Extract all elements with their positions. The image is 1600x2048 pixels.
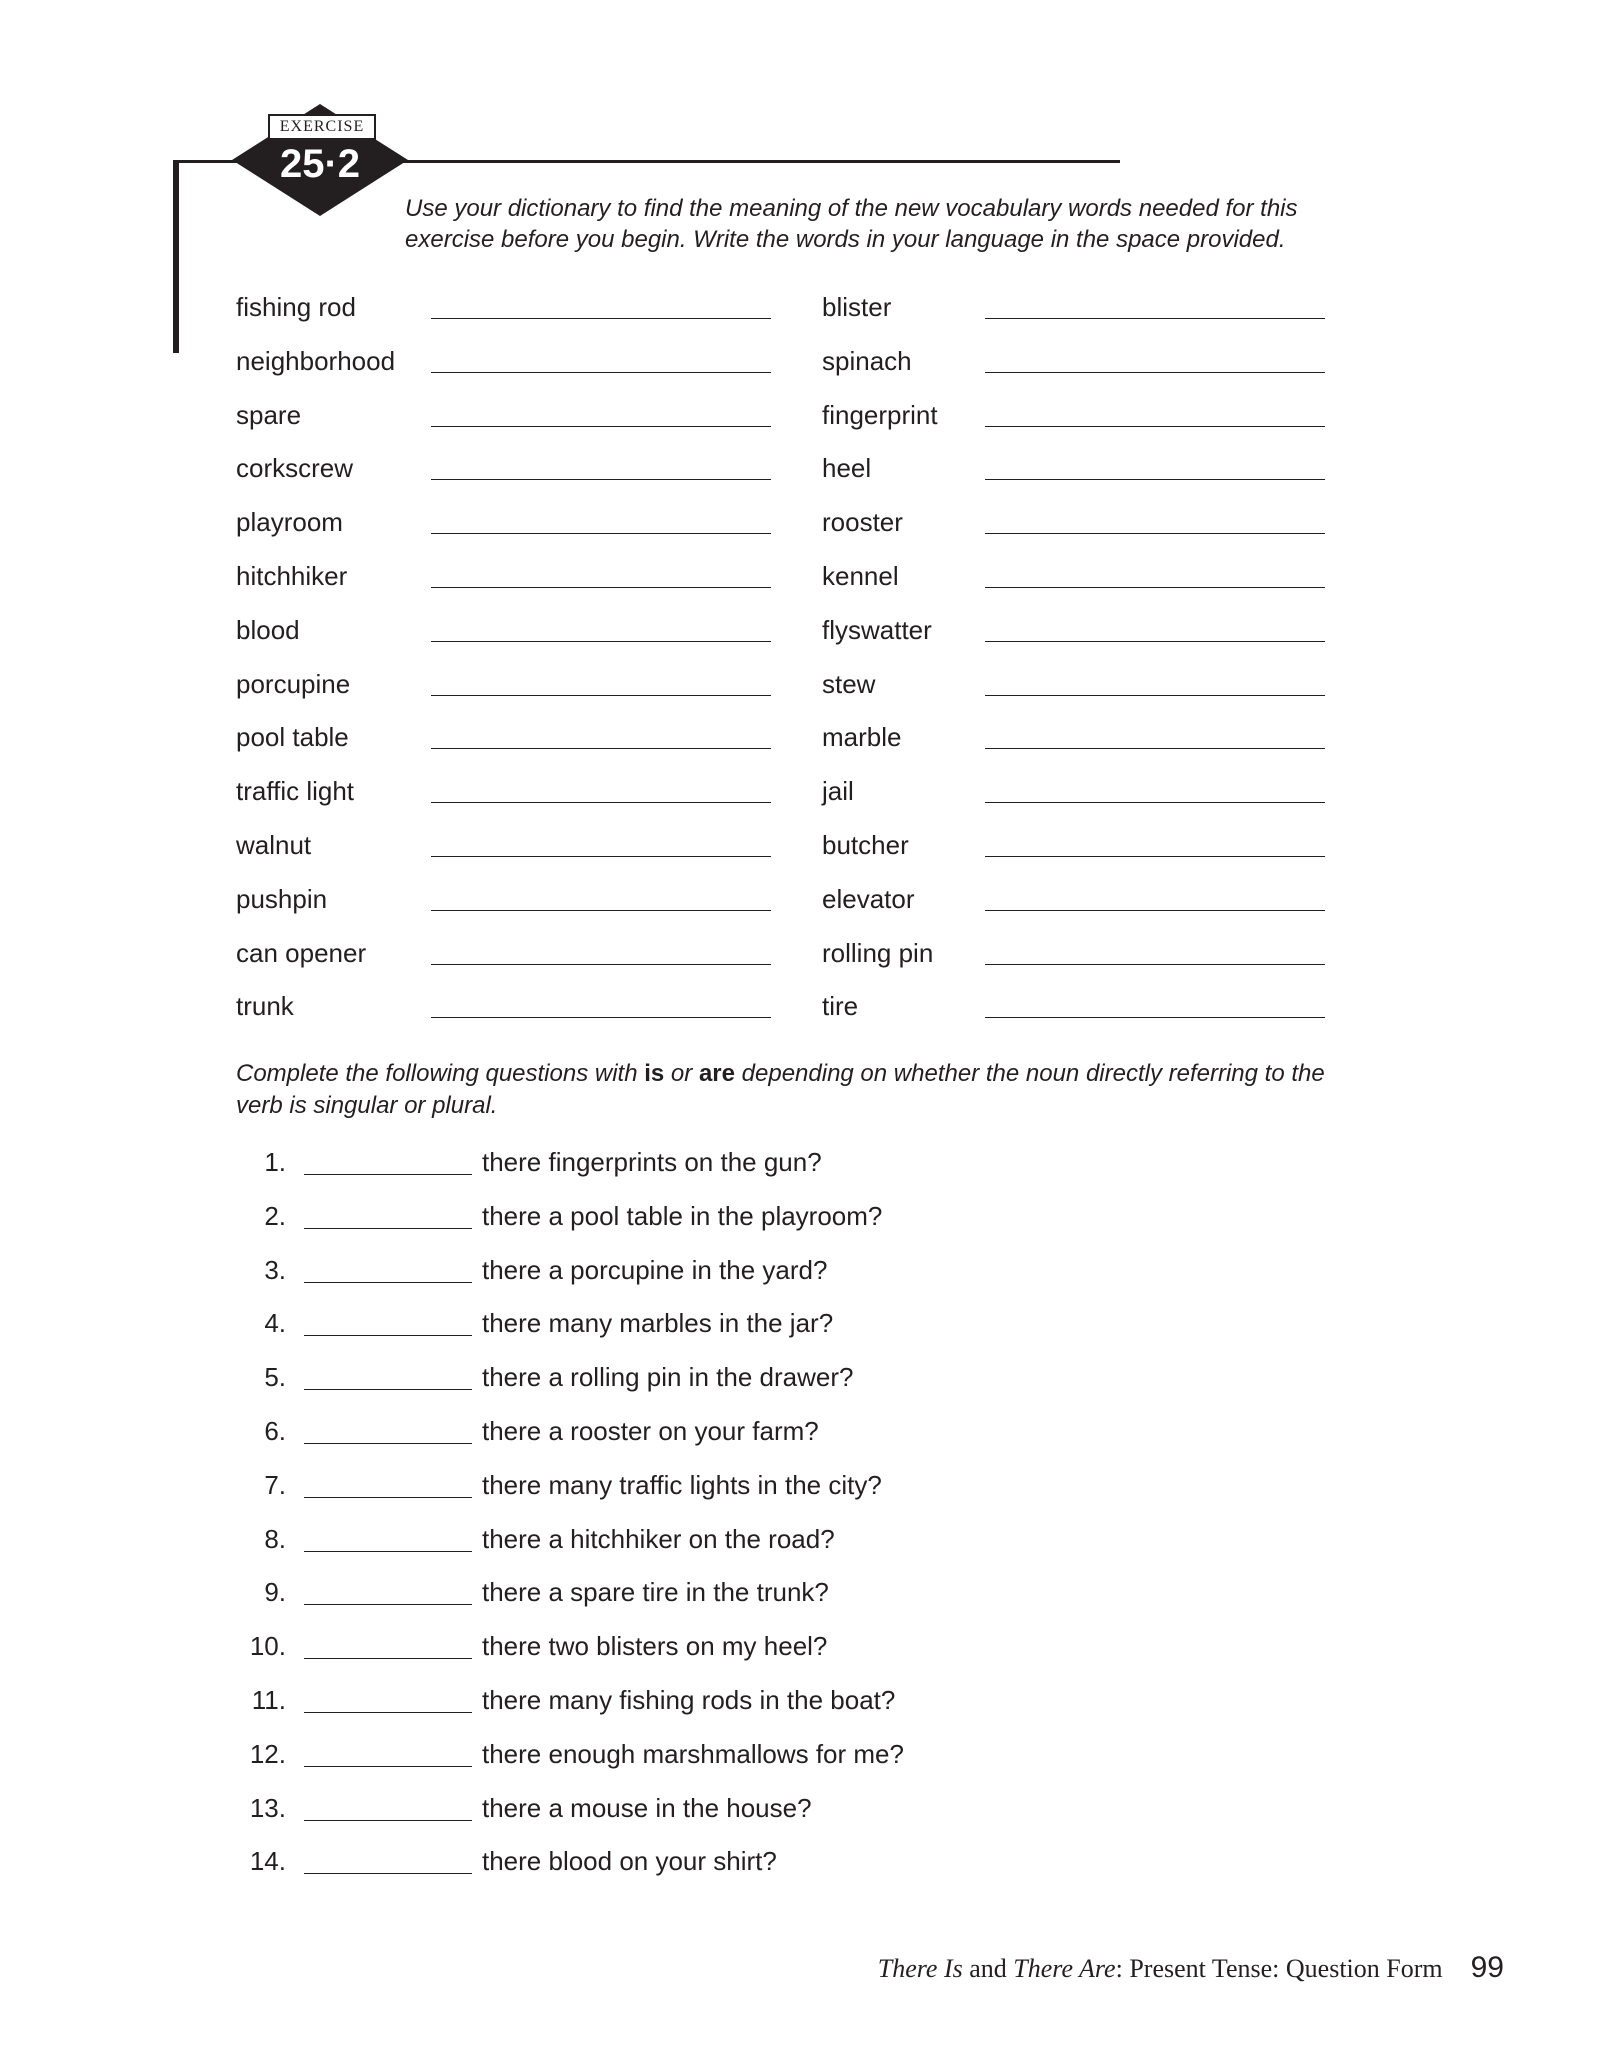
question-text: there enough marshmallows for me?: [482, 1738, 904, 1769]
exercise-label: EXERCISE: [268, 114, 376, 140]
question-answer-blank[interactable]: [304, 1712, 472, 1713]
question-text: there a pool table in the playroom?: [482, 1200, 883, 1231]
question-row: [236, 1198, 1136, 1234]
vocab-word: hitchhiker: [236, 561, 348, 591]
vocab-answer-blank[interactable]: [431, 426, 771, 427]
question-answer-blank[interactable]: [304, 1551, 472, 1552]
vocab-word: neighborhood: [236, 345, 396, 376]
vocab-answer-blank[interactable]: [985, 695, 1325, 696]
vocab-answer-blank[interactable]: [431, 318, 771, 319]
question-text: there a porcupine in the yard?: [482, 1254, 828, 1285]
question-number: 9.: [264, 1577, 286, 1608]
footer-italic-there-are: There Are: [1013, 1954, 1116, 1983]
question-number: 10.: [249, 1631, 286, 1662]
vocab-word: fingerprint: [822, 399, 938, 430]
vocab-word: pool table: [236, 722, 349, 753]
vocab-answer-blank[interactable]: [431, 748, 771, 749]
vocab-answer-blank[interactable]: [985, 964, 1325, 965]
vocab-answer-blank[interactable]: [985, 587, 1325, 588]
vocab-word: corkscrew: [236, 453, 354, 484]
vocab-answer-blank[interactable]: [985, 479, 1325, 480]
question-text: there blood on your shirt?: [482, 1846, 777, 1877]
vocab-word: elevator: [822, 883, 915, 914]
question-answer-blank[interactable]: [304, 1658, 472, 1659]
question-text: there many fishing rods in the boat?: [482, 1685, 896, 1715]
question-text: there a hitchhiker on the road?: [482, 1523, 835, 1554]
vocab-answer-blank[interactable]: [985, 910, 1325, 911]
exercise-bracket-vertical: [173, 160, 179, 353]
vocab-word: pushpin: [236, 883, 328, 914]
question-number: 8.: [264, 1523, 286, 1554]
vocab-answer-blank[interactable]: [431, 856, 771, 857]
vocab-answer-blank[interactable]: [431, 587, 771, 588]
question-number: 7.: [264, 1469, 286, 1500]
vocab-word: traffic light: [236, 776, 355, 807]
vocab-answer-blank[interactable]: [985, 318, 1325, 319]
question-row: [236, 1628, 1136, 1664]
vocab-answer-blank[interactable]: [431, 802, 771, 803]
question-answer-blank[interactable]: [304, 1766, 472, 1767]
exercise-number: 25·2: [279, 142, 361, 186]
question-row: [236, 1359, 1136, 1395]
vocab-answer-blank[interactable]: [431, 372, 771, 373]
vocab-answer-blank[interactable]: [985, 1017, 1325, 1018]
question-text: there a mouse in the house?: [482, 1792, 812, 1823]
question-row: [236, 1413, 1136, 1449]
question-row: [236, 1305, 1136, 1341]
vocab-word: walnut: [236, 830, 312, 860]
vocab-word: fishing rod: [236, 292, 356, 322]
vocab-answer-blank[interactable]: [985, 856, 1325, 857]
instructions-text-1: Complete the following questions with: [236, 1060, 645, 1087]
question-text: there fingerprints on the gun?: [482, 1147, 822, 1177]
vocab-answer-blank[interactable]: [431, 1017, 771, 1018]
vocab-word: tire: [822, 991, 859, 1022]
question-answer-blank[interactable]: [304, 1335, 472, 1336]
vocab-word: rooster: [822, 507, 903, 538]
question-number: 3.: [264, 1254, 286, 1285]
vocab-word: blood: [236, 614, 300, 645]
question-row: [236, 1467, 1136, 1503]
vocab-answer-blank[interactable]: [431, 533, 771, 534]
question-answer-blank[interactable]: [304, 1389, 472, 1390]
questions-instructions: [236, 1058, 1366, 1122]
vocab-word: blister: [822, 292, 892, 322]
vocabulary-instructions: Use your dictionary to find the meaning of the new vocabulary words needed for this exercise before you begin. Write the words in your language in the space provided.: [405, 195, 1298, 253]
vocab-word: marble: [822, 722, 902, 753]
vocab-answer-blank[interactable]: [985, 802, 1325, 803]
footer-title-rest: : Present Tense: Question Form: [1115, 1954, 1443, 1983]
question-number: 4.: [264, 1308, 286, 1339]
question-text: there many traffic lights in the city?: [482, 1469, 882, 1500]
question-answer-blank[interactable]: [304, 1228, 472, 1229]
vocab-word: jail: [822, 776, 854, 807]
question-number: 2.: [264, 1200, 286, 1231]
vocab-word: flyswatter: [822, 614, 932, 645]
vocab-word: spinach: [822, 345, 912, 376]
vocab-answer-blank[interactable]: [431, 964, 771, 965]
vocab-word: rolling pin: [822, 937, 934, 968]
footer-italic-there-is: There Is: [877, 1954, 963, 1983]
question-number: 11.: [251, 1685, 286, 1715]
question-number: 14.: [249, 1846, 286, 1877]
question-text: there two blisters on my heel?: [482, 1631, 828, 1662]
vocab-word: stew: [822, 668, 876, 699]
instructions-bold-are: are: [698, 1060, 735, 1087]
page-footer: [878, 1950, 1504, 1987]
exercise-rule: [390, 160, 1120, 163]
question-number: 1.: [264, 1147, 286, 1177]
question-answer-blank[interactable]: [304, 1873, 472, 1874]
question-text: there a spare tire in the trunk?: [482, 1577, 829, 1608]
question-number: 12.: [249, 1738, 286, 1769]
question-row: [236, 1736, 1136, 1772]
question-number: 13.: [249, 1792, 286, 1823]
vocab-answer-blank[interactable]: [431, 695, 771, 696]
question-row: [236, 1843, 1136, 1879]
vocabulary-table: [236, 290, 1336, 1030]
question-answer-blank[interactable]: [304, 1443, 472, 1444]
vocab-answer-blank[interactable]: [985, 372, 1325, 373]
question-row: [236, 1252, 1136, 1288]
instructions-text-2: or: [664, 1060, 699, 1087]
question-row: [236, 1521, 1136, 1557]
vocab-word: heel: [822, 453, 872, 484]
page-number: 99: [1470, 1951, 1504, 1984]
question-number: 5.: [264, 1362, 286, 1393]
question-text: there a rolling pin in the drawer?: [482, 1362, 854, 1393]
vocab-answer-blank[interactable]: [431, 479, 771, 480]
vocab-word: spare: [236, 399, 302, 430]
vocab-answer-blank[interactable]: [431, 910, 771, 911]
vocab-word: can opener: [236, 937, 367, 968]
question-row: [236, 1574, 1136, 1610]
question-row: [236, 1144, 1136, 1180]
question-answer-blank[interactable]: [304, 1604, 472, 1605]
question-row: [236, 1682, 1136, 1718]
question-answer-blank[interactable]: [304, 1497, 472, 1498]
instructions-bold-is: is: [644, 1060, 665, 1087]
vocab-answer-blank[interactable]: [985, 748, 1325, 749]
vocab-word: trunk: [236, 991, 294, 1022]
question-answer-blank[interactable]: [304, 1820, 472, 1821]
vocab-word: porcupine: [236, 668, 351, 699]
vocab-word: butcher: [822, 830, 909, 860]
vocab-word: playroom: [236, 507, 343, 538]
question-number: 6.: [264, 1416, 286, 1446]
question-text: there a rooster on your farm?: [482, 1416, 819, 1446]
question-row: [236, 1790, 1136, 1826]
vocab-answer-blank[interactable]: [985, 426, 1325, 427]
vocab-word: kennel: [822, 561, 899, 591]
vocab-answer-blank[interactable]: [431, 641, 771, 642]
vocab-answer-blank[interactable]: [985, 641, 1325, 642]
instructions-text-3: depending on whether the noun directly referring to the verb is singular or plural.: [236, 1060, 1325, 1119]
question-answer-blank[interactable]: [304, 1174, 472, 1175]
question-answer-blank[interactable]: [304, 1282, 472, 1283]
footer-and: and: [962, 1954, 1014, 1983]
question-text: there many marbles in the jar?: [482, 1308, 834, 1339]
vocab-answer-blank[interactable]: [985, 533, 1325, 534]
